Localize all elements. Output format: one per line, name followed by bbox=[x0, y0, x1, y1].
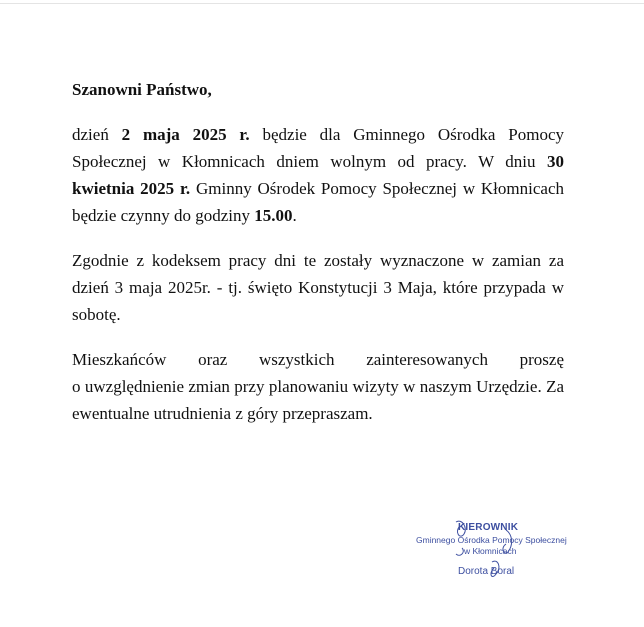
p1-text-3: Gminny Ośrodek Pomocy Społecznej w Kłomnicach będzie czynny do godziny bbox=[72, 179, 564, 225]
paragraph-holiday-notice bbox=[72, 121, 564, 229]
p1-date-day-off: 2 maja 2025 r. bbox=[121, 125, 250, 144]
p3-remaining-text: o uwzględnienie zmian przy planowaniu wizyty w naszym Urzędzie. Za ewentualne utrudnienia z góry przepraszam. bbox=[72, 377, 564, 423]
letter-body bbox=[72, 76, 564, 445]
p1-closing-hour: 15.00 bbox=[254, 206, 293, 225]
paragraph-apology bbox=[72, 346, 564, 427]
letter-greeting: Szanowni Państwo, bbox=[72, 80, 212, 99]
stamp-title: KIEROWNIK bbox=[458, 522, 519, 533]
stamp-signatory: Dorota Boral bbox=[458, 566, 515, 577]
p1-date-short-day: 30 kwietnia 2025 r. bbox=[72, 152, 564, 198]
official-stamp bbox=[410, 518, 570, 590]
stamp-organization: Gminnego Ośrodka Pomocy Społecznej bbox=[416, 535, 567, 545]
p1-text-4: . bbox=[292, 206, 297, 225]
p1-text-2: będzie dla Gminnego Ośrodka Pomocy Społecznej w Kłomnicach dniem wolnym od pracy. W dniu bbox=[72, 125, 564, 171]
top-divider bbox=[0, 3, 644, 4]
p1-text-1: dzień bbox=[72, 125, 122, 144]
paragraph-labor-code: Zgodnie z kodeksem pracy dni te zostały wyznaczone w zamian za dzień 3 maja 2025r. - tj. święto Konstytucji 3 Maja, które przypada w sobotę. bbox=[72, 251, 564, 324]
stamp-place: w Kłomnicach bbox=[464, 546, 517, 556]
p3-first-line: Mieszkańców oraz wszystkich zainteresowanych proszę bbox=[72, 350, 564, 369]
